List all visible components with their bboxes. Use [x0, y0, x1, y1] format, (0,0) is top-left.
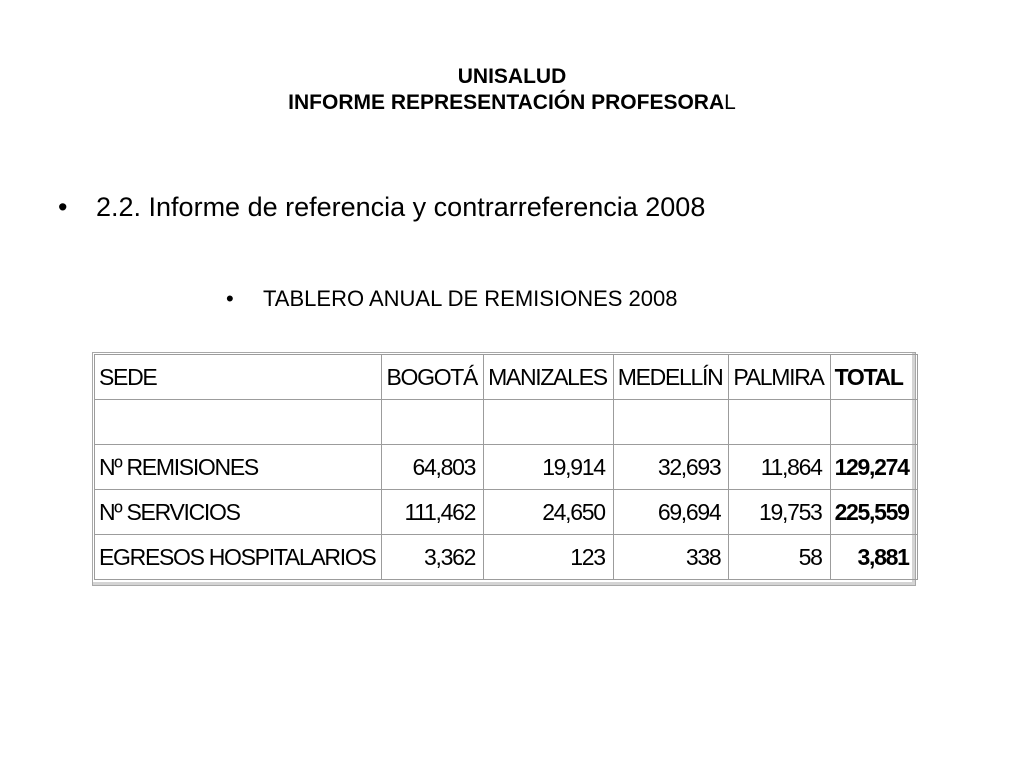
row-label: Nº SERVICIOS	[95, 490, 382, 535]
table-cell	[830, 400, 917, 445]
total-cell: 3,881	[830, 535, 917, 580]
header-cell-medellin: MEDELLÍN	[613, 355, 729, 400]
table-cell: 64,803	[382, 445, 484, 490]
bullet-dot: •	[226, 286, 234, 311]
header-cell-manizales: MANIZALES	[484, 355, 614, 400]
table-cell: 19,914	[484, 445, 614, 490]
total-cell: 129,274	[830, 445, 917, 490]
table-cell	[613, 400, 729, 445]
remissions-table	[92, 352, 916, 586]
table-cell: 19,753	[729, 490, 830, 535]
table-row	[95, 490, 918, 535]
table-cell: 123	[484, 535, 614, 580]
table-row	[95, 535, 918, 580]
title-line-report	[0, 90, 1024, 116]
row-label: EGRESOS HOSPITALARIOS	[95, 535, 382, 580]
bullet-main	[58, 190, 705, 224]
remissions-grid	[94, 354, 918, 580]
header-cell-palmira: PALMIRA	[729, 355, 830, 400]
bullet-sub-text: TABLERO ANUAL DE REMISIONES 2008	[263, 286, 678, 311]
header-cell-total: TOTAL	[830, 355, 917, 400]
slide-title	[0, 64, 1024, 116]
title-line-org: UNISALUD	[457, 65, 567, 88]
table-cell	[382, 400, 484, 445]
title-report-tail: L	[724, 91, 736, 114]
table-cell	[729, 400, 830, 445]
table-cell: 24,650	[484, 490, 614, 535]
table-cell: 3,362	[382, 535, 484, 580]
bullet-main-text: 2.2. Informe de referencia y contrarreferencia 2008	[96, 192, 706, 222]
table-blank-row	[95, 400, 918, 445]
title-report-bold: INFORME REPRESENTACIÓN PROFESORA	[288, 91, 725, 114]
table-cell: 69,694	[613, 490, 729, 535]
table-cell: 32,693	[613, 445, 729, 490]
header-cell-bogota: BOGOTÁ	[382, 355, 484, 400]
bullet-dot: •	[58, 192, 68, 222]
table-cell: 111,462	[382, 490, 484, 535]
table-cell	[484, 400, 614, 445]
table-row	[95, 445, 918, 490]
header-cell-sede: SEDE	[95, 355, 382, 400]
total-cell: 225,559	[830, 490, 917, 535]
table-cell: 338	[613, 535, 729, 580]
table-cell: 58	[729, 535, 830, 580]
row-label: Nº REMISIONES	[95, 445, 382, 490]
table-header-row	[95, 355, 918, 400]
table-cell: 11,864	[729, 445, 830, 490]
bullet-sub	[226, 285, 677, 313]
table-cell	[95, 400, 382, 445]
